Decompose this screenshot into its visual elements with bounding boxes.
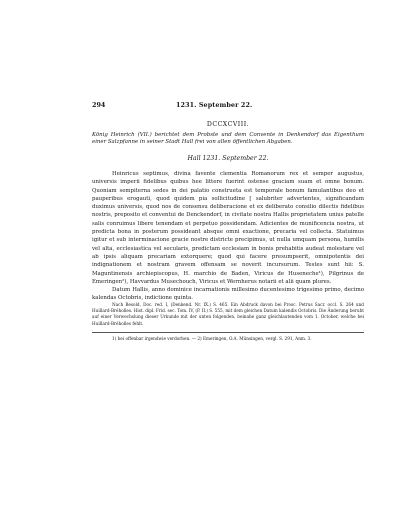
footnote-divider: [92, 332, 364, 333]
source-apparatus: [92, 302, 364, 327]
place-date-line: Hall 1231. September 22.: [187, 155, 269, 162]
running-date: 1231. September 22.: [176, 101, 253, 109]
footnotes: [92, 336, 364, 342]
page-number: 294: [92, 101, 106, 109]
apparatus-note: Nach Besold, Doc. red. I, (Denkend. Nr. IX.) S. 465. Ein Abdruck davon bei Prosc. Petrus Sacr. occl. S. 264 und Huillard-Bréholles. Hist. dipl. Frid. sec. Tom. IV, (P. II.) S. 555, mit dem gleichen Datum kalendis Octobris. Die Änderung beruht auf einer Verwechslung dieser Urkunde mit der unten folgenden, beinahe ganz gleichlautenden vom 1. October, welche bei Huillard-Bréholles fehlt.: [92, 302, 364, 326]
document-number: DCCXCVIII.: [206, 121, 250, 128]
charter-dating-clause: Datum Hallis, anno dominice incarnationis millesimo ducentesimo trigesimo primo, decimo kalendas Octobris, indictione quinta.: [92, 287, 364, 302]
document-summary: König Heinrich (VII.) berichtet dem Probste und dem Convente in Denkendorf das Eigenthum einer Salzpfanne in seiner Stadt Hall frei von allen öffentlichen Abgaben.: [92, 132, 364, 146]
footnote: 1) bei offenbar irgendwie verdorben. — 2) Emeringen, O.A. Münsingen, vergl. S. 291, Anm. 3.: [112, 336, 312, 341]
charter-text: [92, 170, 364, 303]
charter-paragraph: Heinricus septimus, divina favente clementia Romanorum rex et semper augustus, universis imperii fidelibus quibus hee littere fuerint ostense graciam suam et omne bonum. Quoniam sempiterna sedes in dei palatio construeta est temporale bonum famulantibus deo et pauperibus erogauti, quod quidem pia sollicitudine [ salubriter advertentes, significandum duximus universis, quod nos de consensu deliberacione et ex deliberato consilio dilectis fidelibus nostris, preposito et conventui de Denckendorf, in civitate nostra Hallis proprietatem unius patelle salis conruimus libere tenendam et perpetuo possidendam. Adicientes de munificencia nostra, ut predicta bona in posterum possideant absque omni exactione, precaria vel collecta. Statuimus igitur et sub interminacione gracie nostre districte precipimus, ut nulla umquam persona, humilis vel alta, ecclesiastica vel secularis, predictam ecclesiam in bonis prehabitis audeat molestare vel ab ipsis aliquam precariam extorquere; quod qui facere presumpserit, omnipotentis dei indignationem et nostram gravem offensam se noverit incursurum. Testes sunt hii: S. Maguntinensis archiepiscopus, H. marchio de Baden, Viricus de Huseneche¹), Pilgrinus de Emeringen²), Havvardus Musechouch, Viricus et Wernherus notarii et alii quam plures.: [92, 171, 364, 285]
